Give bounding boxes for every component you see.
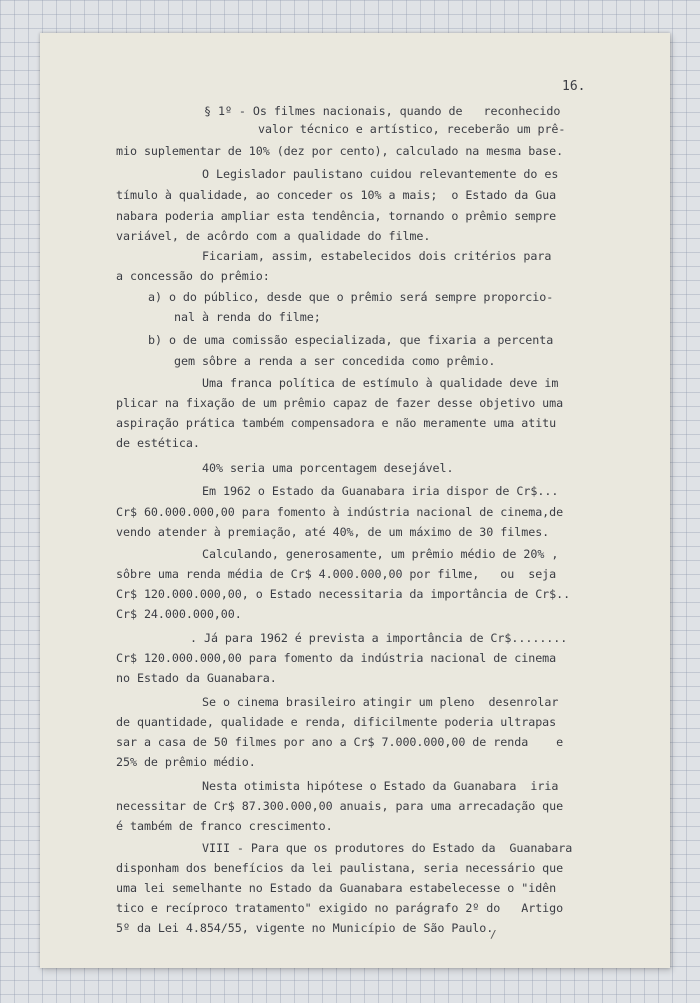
text-line: de quantidade, qualidade e renda, dificilmente poderia ultrapas [116,715,557,729]
text-line: Nesta otimista hipótese o Estado da Guanabara iria [202,779,559,793]
text-line: no Estado da Guanabara. [116,671,277,685]
text-line: é também de franco crescimento. [116,819,333,833]
text-line: . Já para 1962 é prevista a importância de Cr$........ [190,631,568,645]
text-line: Calculando, generosamente, um prêmio médio de 20% , [202,547,559,561]
text-line: mio suplementar de 10% (dez por cento), calculado na mesma base. [116,144,564,158]
text-line: aspiração prática também compensadora e não meramente uma atitu [116,416,557,430]
text-line: nabara poderia ampliar esta tendência, tornando o prêmio sempre [116,209,557,223]
text-line: 5º da Lei 4.854/55, vigente no Município de São Paulo. [116,921,494,935]
text-line: uma lei semelhante no Estado da Guanabara estabelecesse o "idên [116,881,557,895]
text-line: variável, de acôrdo com a qualidade do filme. [116,229,431,243]
text-line: necessitar de Cr$ 87.300.000,00 anuais, para uma arrecadação que [116,799,564,813]
text-line: de estética. [116,436,200,450]
text-line: a concessão do prêmio: [116,269,270,283]
pen-mark: / [490,928,497,941]
page-number: 16. [562,79,586,94]
text-line: Cr$ 60.000.000,00 para fomento à indústria nacional de cinema,de [116,505,564,519]
document-page [40,33,670,968]
list-item: a) o do público, desde que o prêmio será sempre proporcio- [148,290,554,304]
text-line: tico e recíproco tratamento" exigido no parágrafo 2º do Artigo [116,901,564,915]
section-heading: VIII - Para que os produtores do Estado da Guanabara [202,841,573,855]
text-line: Em 1962 o Estado da Guanabara iria dispor de Cr$... [202,484,559,498]
text-line: O Legislador paulistano cuidou relevantemente do es [202,167,559,181]
text-line: Se o cinema brasileiro atingir um pleno desenrolar [202,695,559,709]
text-line: Ficariam, assim, estabelecidos dois critérios para [202,249,552,263]
text-line: tímulo à qualidade, ao conceder os 10% a mais; o Estado da Gua [116,188,557,202]
text-line: nal à renda do filme; [174,310,321,324]
text-line: vendo atender à premiação, até 40%, de um máximo de 30 filmes. [116,525,550,539]
text-line: sôbre uma renda média de Cr$ 4.000.000,00 por filme, ou seja [116,567,557,581]
text-line: Cr$ 24.000.000,00. [116,607,242,621]
text-line: 25% de prêmio médio. [116,755,256,769]
text-line: disponham dos benefícios da lei paulistana, seria necessário que [116,861,564,875]
text-line: Cr$ 120.000.000,00 para fomento da indústria nacional de cinema [116,651,557,665]
list-item: b) o de uma comissão especializada, que fixaria a percenta [148,333,554,347]
text-line: gem sôbre a renda a ser concedida como prêmio. [174,354,496,368]
text-line: Uma franca política de estímulo à qualidade deve im [202,376,559,390]
text-line: § 1º - Os filmes nacionais, quando de reconhecido [204,104,561,118]
text-line: valor técnico e artístico, receberão um prê- [258,122,566,136]
text-line: sar a casa de 50 filmes por ano a Cr$ 7.000.000,00 de renda e [116,735,564,749]
text-line: 40% seria uma porcentagem desejável. [202,461,454,475]
text-line: plicar na fixação de um prêmio capaz de fazer desse objetivo uma [116,396,564,410]
text-line: Cr$ 120.000.000,00, o Estado necessitaria da importância de Cr$.. [116,587,571,601]
